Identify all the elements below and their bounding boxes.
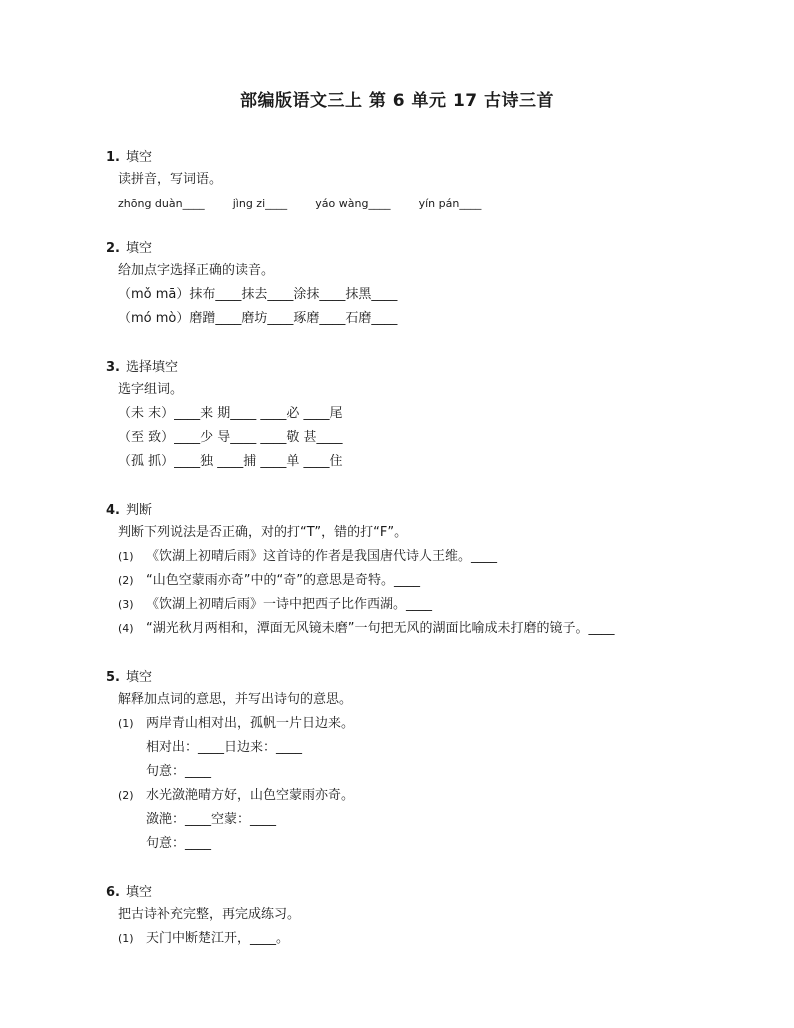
question-type: 填空 (126, 150, 153, 165)
question-instruction: 选字组词。 (118, 382, 184, 397)
question-number: 6. (106, 885, 120, 900)
answer-line: （mǒ mā）抹布____抹去____涂抹____抹黑____ (118, 287, 398, 302)
sub-item-text: 两岸青山相对出，孤帆一片日边来。 (146, 716, 355, 731)
sub-item (106, 569, 706, 593)
answer-line: （至 致）____少 导____ ____敬 甚____ (118, 430, 343, 445)
sub-item (106, 593, 706, 617)
sub-item-number: (2) (118, 574, 134, 587)
sub-item-text: 水光潋滟晴方好，山色空蒙雨亦奇。 (146, 788, 355, 803)
pinyin-item: zhōng duàn____ (118, 197, 205, 210)
question-header (106, 666, 706, 688)
pinyin-row (106, 192, 706, 216)
sub-item (106, 712, 706, 736)
answer-line: （孤 抓）____独 ____捕 ____单 ____住 (118, 454, 343, 469)
sub-item-text: 《饮湖上初晴后雨》一诗中把西子比作西湖。____ (146, 597, 433, 612)
question-instruction: 给加点字选择正确的读音。 (118, 263, 275, 278)
question-5 (106, 666, 706, 856)
sub-item-number: (2) (118, 789, 134, 802)
question-header (106, 146, 706, 168)
question-instruction: 把古诗补充完整，再完成练习。 (118, 907, 301, 922)
question-1 (106, 146, 706, 216)
pinyin-item: jìng zi____ (232, 197, 288, 210)
page-title: 部编版语文三上 第 6 单元 17 古诗三首 (239, 91, 555, 111)
sub-item-number: (3) (118, 598, 134, 611)
answer-line: （mó mò）磨蹭____磨坊____琢磨____石磨____ (118, 311, 398, 326)
question-type: 填空 (126, 670, 153, 685)
sub-item-number: (1) (118, 932, 134, 945)
sub-item (106, 927, 706, 951)
question-number: 4. (106, 503, 120, 518)
question-instruction: 解释加点词的意思，并写出诗句的意思。 (118, 692, 353, 707)
sub-item-number: (1) (118, 717, 134, 730)
question-2 (106, 237, 706, 331)
sub-item-text: “山色空蒙雨亦奇”中的“奇”的意思是奇特。____ (146, 573, 420, 588)
word-explanation-line: 潋滟：____空蒙：____ (146, 812, 277, 827)
answer-line: （未 末）____来 期____ ____必 ____尾 (118, 406, 343, 421)
question-header (106, 881, 706, 903)
question-number: 1. (106, 150, 120, 165)
question-header (106, 237, 706, 259)
meaning-line: 句意：____ (146, 764, 212, 779)
pinyin-item: yáo wàng____ (315, 197, 391, 210)
question-header (106, 499, 706, 521)
sub-item-text: 《饮湖上初晴后雨》这首诗的作者是我国唐代诗人王维。____ (146, 549, 498, 564)
sub-item (106, 617, 706, 641)
question-4 (106, 499, 706, 641)
question-6 (106, 881, 706, 951)
question-type: 填空 (126, 885, 153, 900)
sub-item (106, 545, 706, 569)
sub-item-number: (4) (118, 622, 134, 635)
question-type: 判断 (126, 503, 153, 518)
meaning-line: 句意：____ (146, 836, 212, 851)
sub-item-text: 天门中断楚江开，____。 (146, 931, 290, 946)
question-number: 3. (106, 360, 120, 375)
question-number: 2. (106, 241, 120, 256)
question-type: 填空 (126, 241, 153, 256)
question-instruction: 判断下列说法是否正确，对的打“T”，错的打“F”。 (118, 525, 408, 540)
question-instruction: 读拼音，写词语。 (118, 172, 223, 187)
pinyin-item: yín pán____ (418, 197, 482, 210)
sub-item-number: (1) (118, 550, 134, 563)
question-type: 选择填空 (126, 360, 179, 375)
sub-item (106, 784, 706, 808)
question-number: 5. (106, 670, 120, 685)
question-3 (106, 356, 706, 474)
question-header (106, 356, 706, 378)
sub-item-text: “湖光秋月两相和，潭面无风镜未磨”一句把无风的湖面比喻成未打磨的镜子。____ (146, 621, 615, 636)
word-explanation-line: 相对出：____日边来：____ (146, 740, 303, 755)
